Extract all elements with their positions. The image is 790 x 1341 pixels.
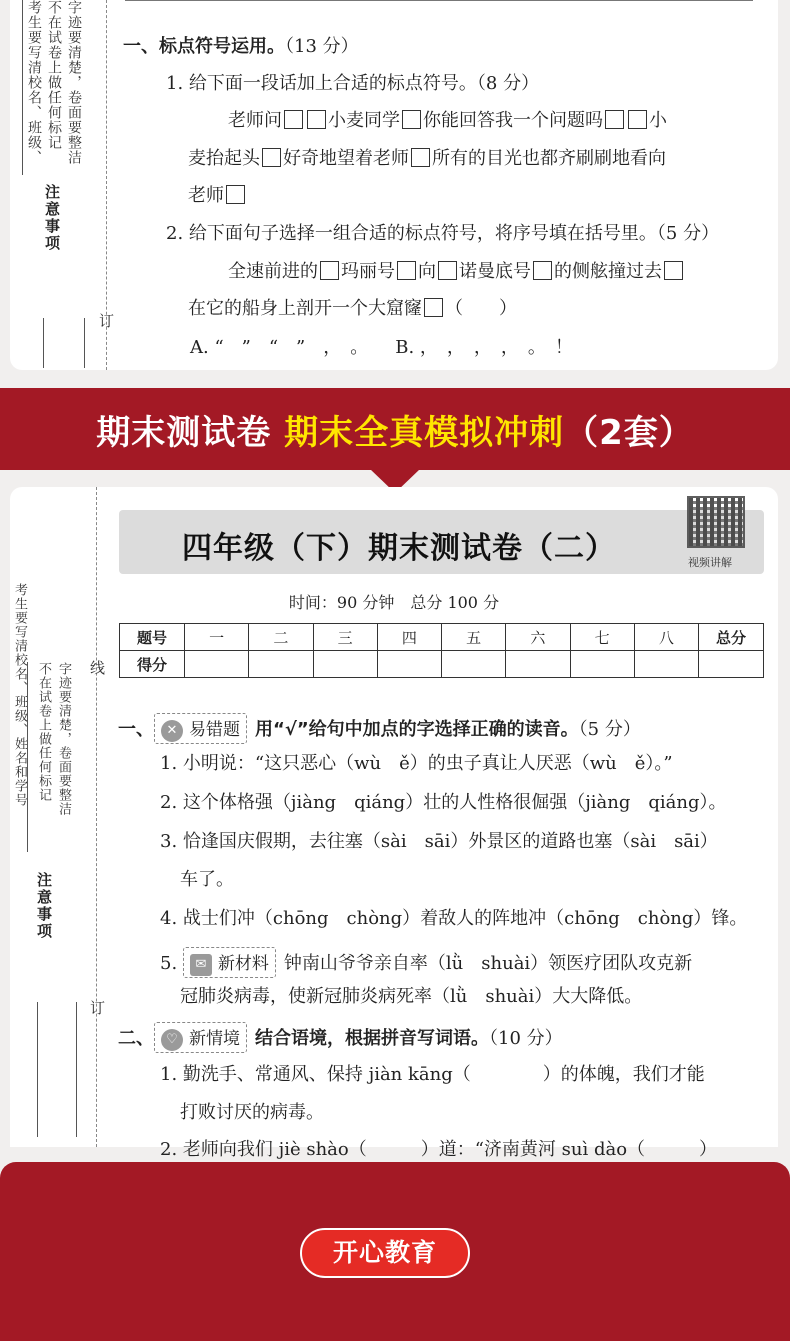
banner-part3: （2套）	[564, 413, 694, 453]
score-table-header-row	[120, 624, 764, 651]
q1-seg: 好奇地望着老师	[283, 148, 409, 169]
section-points: （13 分）	[285, 36, 359, 57]
punct-box[interactable]	[284, 110, 303, 129]
score-cell[interactable]	[313, 651, 377, 678]
punct-box[interactable]	[320, 261, 339, 280]
sec1-item-4: 4. 战士们冲（chōng chòng）着敌人的阵地冲（chōng chòng）锋。	[160, 908, 748, 929]
q1-line2	[188, 144, 666, 170]
answer-parens[interactable]: （ ）	[445, 298, 517, 319]
sec2-item-1-cont: 打败讨厌的病毒。	[180, 1102, 324, 1123]
qr-caption: 视频讲解	[688, 556, 732, 569]
q2-options: A. “ ” “ ” ， 。 B. ， ， ， ， 。 ！	[190, 337, 573, 358]
score-cell[interactable]	[699, 651, 764, 678]
sec2-item-1: 1. 勤洗手、常通风、保持 jiàn kāng（ ）的体魄，我们才能	[160, 1064, 705, 1085]
q1-seg: 小麦同学	[328, 110, 400, 131]
score-header-cell: 六	[506, 624, 570, 651]
item5-line1: 钟南山爷爷亲自率（lǜ shuài）领医疗团队攻克新	[283, 953, 693, 974]
tag-new-material	[183, 947, 276, 978]
tag-error-prone	[154, 713, 247, 744]
exam-sheet-top	[10, 0, 778, 370]
punct-box[interactable]	[664, 261, 683, 280]
score-cell[interactable]	[634, 651, 698, 678]
binding-mark-xian: 线	[90, 659, 106, 677]
banner-highlight: 期末全真模拟冲刺	[284, 413, 565, 453]
q1-line1	[228, 106, 667, 132]
punct-box[interactable]	[533, 261, 552, 280]
section-heading	[123, 32, 359, 58]
title-bar	[119, 510, 764, 574]
side-note-2: 不在试卷上做任何标记	[36, 662, 51, 802]
punct-box[interactable]	[307, 110, 326, 129]
mail-icon: ✉	[190, 954, 212, 976]
sec1-heading	[118, 713, 641, 744]
punct-box[interactable]	[628, 110, 647, 129]
score-header-cell: 题号	[120, 624, 185, 651]
sec2-heading	[118, 1022, 563, 1053]
side-title: 注意事项	[43, 184, 61, 252]
score-table-score-row	[120, 651, 764, 678]
sec1-number: 一、	[118, 719, 154, 740]
q1-seg: 老师	[188, 185, 224, 206]
q1-line3	[188, 181, 247, 207]
binding-dash-line	[96, 487, 97, 1147]
sec2-heading-text: 结合语境，根据拼音写词语。	[255, 1028, 489, 1049]
footer-band	[0, 1162, 790, 1341]
side-note-2: 不在试卷上做任何标记	[46, 0, 62, 150]
score-header-cell: 二	[249, 624, 313, 651]
side-line-b	[84, 318, 85, 368]
sec2-points: （10 分）	[489, 1028, 563, 1049]
side-note-3: 字迹要清楚，卷面要整洁	[56, 662, 71, 816]
score-header-cell: 一	[185, 624, 249, 651]
side-title: 注意事项	[35, 872, 53, 940]
sec1-item-3-cont: 车了。	[180, 869, 234, 890]
punct-box[interactable]	[424, 298, 443, 317]
score-header-cell: 五	[442, 624, 506, 651]
side-note-1: 考生要写清校名、班级、	[26, 0, 42, 165]
q2-seg: 诺曼底号	[459, 261, 531, 282]
top-rule	[125, 0, 753, 1]
q1-seg: 老师问	[228, 110, 282, 131]
promo-banner	[0, 388, 790, 470]
q1-seg: 你能回答我一个问题吗	[423, 110, 603, 131]
banner-text	[0, 405, 790, 454]
score-cell[interactable]	[185, 651, 249, 678]
q2-line1	[228, 257, 685, 283]
punct-box[interactable]	[605, 110, 624, 129]
score-cell[interactable]	[442, 651, 506, 678]
side-rule	[22, 0, 23, 175]
score-cell[interactable]	[249, 651, 313, 678]
q2-seg: 全速前进的	[228, 261, 318, 282]
q2-label: 2. 给下面句子选择一组合适的标点符号，将序号填在括号里。（5 分）	[166, 223, 720, 244]
heartbeat-icon: ♡	[161, 1029, 183, 1051]
score-cell[interactable]	[570, 651, 634, 678]
q2-seg: 玛丽号	[341, 261, 395, 282]
side-note-1: 考生要写清校名、班级、姓名和学号	[12, 583, 27, 807]
section-heading-text: 一、标点符号运用。	[123, 36, 285, 57]
score-header-cell: 四	[377, 624, 441, 651]
qr-code-icon[interactable]	[687, 496, 745, 548]
sec1-item-5	[160, 947, 692, 978]
side-rule	[27, 662, 28, 852]
punct-box[interactable]	[262, 148, 281, 167]
sec1-item-5-cont: 冠肺炎病毒，使新冠肺炎病死率（lǜ shuài）大大降低。	[180, 986, 643, 1007]
sec2-number: 二、	[118, 1028, 154, 1049]
tag-label: 新材料	[217, 954, 269, 974]
exam-sheet-2	[10, 487, 778, 1160]
sec1-item-3: 3. 恰逢国庆假期，去往塞（sài sāi）外景区的道路也塞（sài sāi）	[160, 831, 718, 852]
side-line-a	[37, 1002, 38, 1137]
exam-time-info: 时间：90 分钟 总分 100 分	[288, 593, 500, 612]
q1-seg: 麦抬起头	[188, 148, 260, 169]
tag-label: 新情境	[189, 1029, 240, 1049]
score-row-label: 得分	[120, 651, 185, 678]
score-cell[interactable]	[506, 651, 570, 678]
sec1-heading-text: 用“√”给句中加点的字选择正确的读音。	[255, 719, 579, 740]
q1-label: 1. 给下面一段话加上合适的标点符号。（8 分）	[166, 73, 540, 94]
sec1-item-1: 1. 小明说：“这只恶心（wù ě）的虫子真让人厌恶（wù ě）。”	[160, 753, 673, 774]
exam-title: 四年级（下）期末测试卷（二）	[182, 531, 616, 566]
side-line-a	[43, 318, 44, 368]
score-header-cell: 七	[570, 624, 634, 651]
punct-box[interactable]	[397, 261, 416, 280]
binding-mark-ding: 订	[99, 312, 115, 330]
punct-box[interactable]	[226, 185, 245, 204]
q2-seg: 向	[418, 261, 436, 282]
q2-line2	[188, 294, 517, 320]
score-cell[interactable]	[377, 651, 441, 678]
item5-number: 5.	[160, 953, 178, 974]
q2-seg: 的侧舷撞过去	[554, 261, 662, 282]
tag-label: 易错题	[189, 720, 240, 740]
sec2-item-2: 2. 老师向我们 jiè shào（ ）道：“济南黄河 suì dào（ ）	[160, 1139, 718, 1160]
punct-box[interactable]	[438, 261, 457, 280]
side-line-b	[76, 1002, 77, 1137]
score-header-cell: 三	[313, 624, 377, 651]
side-note-3: 字迹要清楚，卷面要整洁	[66, 0, 82, 165]
punct-box[interactable]	[402, 110, 421, 129]
binding-mark-ding: 订	[90, 999, 106, 1017]
score-header-cell: 八	[634, 624, 698, 651]
brand-logo: 开心教育	[300, 1228, 470, 1278]
banner-part1: 期末测试卷	[96, 413, 272, 453]
q1-seg: 所有的目光也都齐刷刷地看向	[432, 148, 666, 169]
score-header-cell: 总分	[699, 624, 764, 651]
x-circle-icon: ✕	[161, 720, 183, 742]
punct-box[interactable]	[411, 148, 430, 167]
q1-seg: 小	[649, 110, 667, 131]
score-table	[119, 623, 764, 678]
q2-seg: 在它的船身上剖开一个大窟窿	[188, 298, 422, 319]
tag-new-context	[154, 1022, 247, 1053]
sec1-item-2: 2. 这个体格强（jiàng qiáng）壮的人性格很倔强（jiàng qiáng）。	[160, 792, 727, 813]
sec1-points: （5 分）	[578, 719, 641, 740]
